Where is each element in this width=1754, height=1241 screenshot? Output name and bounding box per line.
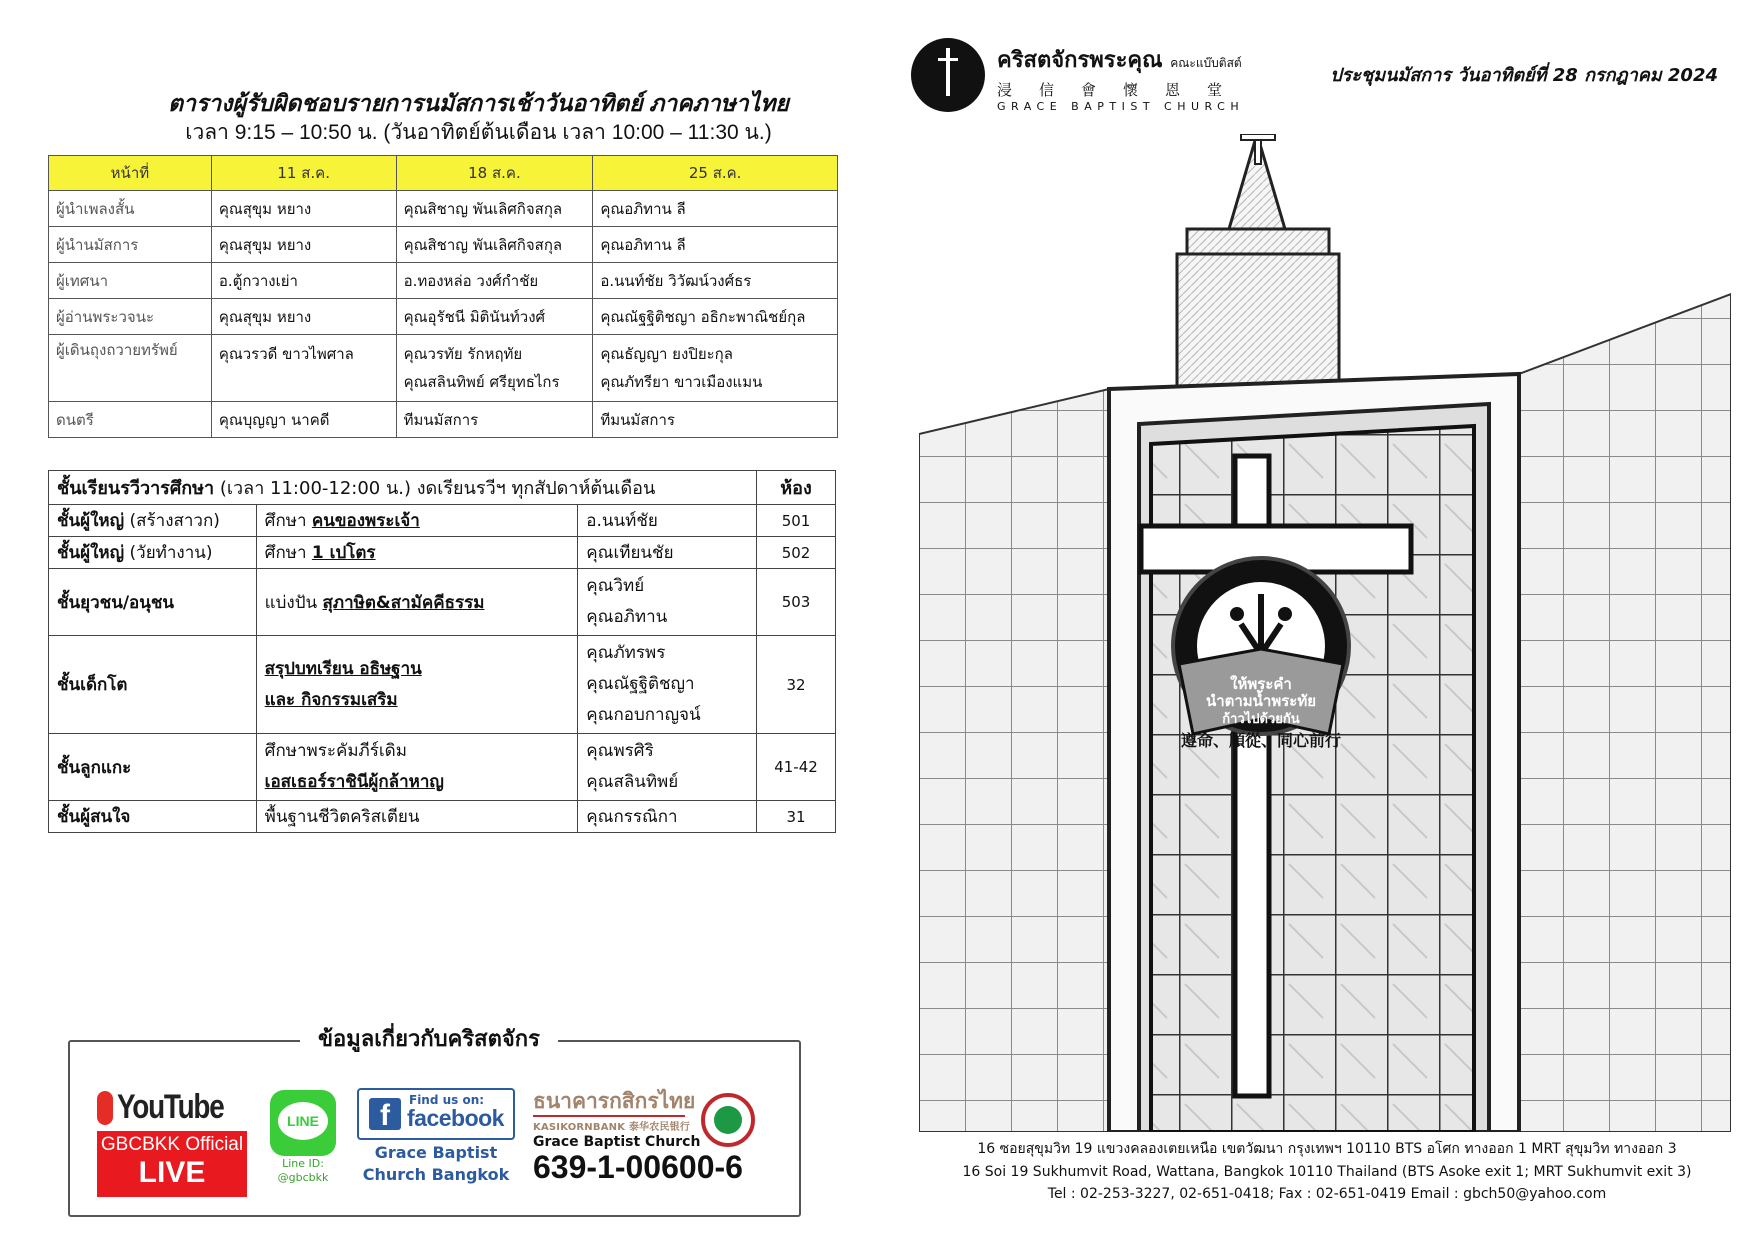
church-building-illustration — [919, 134, 1731, 1132]
youtube-wordmark: YouTube — [117, 1088, 224, 1126]
church-name-chinese: 浸信會懷恩堂 — [997, 81, 1250, 99]
bank-name-thai: ธนาคารกสิกรไทย — [533, 1089, 696, 1113]
table-row — [49, 569, 836, 636]
table-row — [49, 402, 838, 438]
room-cell: 32 — [757, 636, 836, 734]
role-cell: ผู้เทศนา — [49, 263, 212, 299]
class-name-cell — [49, 801, 257, 833]
topic-title: 1 เปโตร — [311, 543, 376, 563]
teacher-cell: คุณเทียนชัย — [578, 537, 757, 569]
table-row — [49, 299, 838, 335]
duty-schedule-table — [48, 155, 838, 438]
topic-cell — [256, 734, 578, 801]
bank-name-english: KASIKORNBANK 泰华农民银行 — [533, 1122, 691, 1133]
topic-cell — [256, 537, 578, 569]
person-name: คุณธัญญา ยงปิยะกุล — [600, 345, 733, 363]
teacher-cell — [578, 734, 757, 801]
church-name-thai — [997, 42, 1249, 77]
table-row — [49, 191, 838, 227]
person-cell: คุณสุขุม หยาง — [211, 227, 396, 263]
person-cell — [396, 335, 593, 402]
bank-account — [533, 1088, 768, 1184]
teacher-cell — [578, 569, 757, 636]
schedule-time: เวลา 9:15 – 10:50 น. (วันอาทิตย์ต้นเดือน เวลา 10:00 – 11:30 น.) — [185, 121, 772, 144]
class-name-note: (วัยทำงาน) — [124, 543, 213, 563]
person-cell: อ.ทองหล่อ วงศ์กำชัย — [396, 263, 593, 299]
table-row — [49, 537, 836, 569]
class-title-bold: ชั้นเรียนรวีวารศึกษา — [57, 478, 215, 499]
church-denomination: คณะแบ๊บติสต์ — [1170, 56, 1242, 70]
church-name-thai-main: คริสตจักรพระคุณ — [997, 48, 1163, 73]
youtube-live-badge — [97, 1131, 247, 1197]
person-cell: คุณอภิทาน ลี — [593, 191, 838, 227]
room-cell: 501 — [757, 505, 836, 537]
facebook-wordmark: facebook — [407, 1105, 504, 1131]
youtube-channel-name: GBCBKK Official — [100, 1134, 244, 1155]
badge-line-3: ก้าวไปด้วยกัน — [1222, 712, 1300, 727]
room-cell: 502 — [757, 537, 836, 569]
teacher-name: คุณณัฐฐิติชญา — [586, 674, 695, 694]
address-thai: 16 ซอยสุขุมวิท 19 แขวงคลองเตยเหนือ เขตวัฒนา กรุงเทพฯ 10110 BTS อโศก ทางออก 1 MRT สุขุมวิท ทางออก 3 — [977, 1141, 1677, 1157]
teacher-name: คุณกอบกาญจน์ — [586, 705, 701, 725]
line-account[interactable] — [268, 1090, 338, 1184]
facebook-page-name: Church Bangkok — [362, 1165, 510, 1184]
teacher-cell: อ.นนท์ชัย — [578, 505, 757, 537]
role-cell: ผู้อ่านพระวจนะ — [49, 299, 212, 335]
youtube-logo — [97, 1088, 247, 1127]
room-header: ห้อง — [757, 471, 836, 505]
table-header-row — [49, 471, 836, 505]
address-english: 16 Soi 19 Sukhumvit Road, Wattana, Bangkok 10110 Thailand (BTS Asoke exit 1; MRT Sukhumvit exit 3) — [962, 1163, 1692, 1180]
person-cell: คุณอุรัชนี มิตินันท์วงศ์ — [396, 299, 593, 335]
person-cell: อ.นนท์ชัย วิวัฒน์วงศ์ธร — [593, 263, 838, 299]
table-row — [49, 263, 838, 299]
person-cell — [593, 335, 838, 402]
line-icon — [270, 1090, 336, 1156]
topic-title: คนของพระเจ้า — [311, 511, 420, 531]
church-info-heading: ข้อมูลเกี่ยวกับคริสตจักร — [300, 1021, 558, 1056]
class-name: ชั้นผู้ใหญ่ — [57, 511, 125, 531]
contact-info: Tel : 02-253-3227, 02-651-0418; Fax : 02-651-0419 Email : gbch50@yahoo.com — [1047, 1186, 1607, 1202]
class-name-note: (สร้างสาวก) — [124, 511, 220, 531]
facebook-page-name: Grace Baptist — [374, 1143, 498, 1162]
table-row — [49, 227, 838, 263]
topic-prefix: ศึกษา — [264, 511, 312, 531]
topic-cell — [256, 505, 578, 537]
class-name-cell — [49, 537, 257, 569]
room-cell: 41-42 — [757, 734, 836, 801]
class-table-title — [49, 471, 757, 505]
class-name: ชั้นผู้สนใจ — [57, 807, 131, 827]
teacher-name: คุณพรศิริ — [586, 741, 654, 761]
topic-title: เอสเธอร์ราชินีผู้กล้าหาญ — [264, 772, 444, 792]
bank-account-name: Grace Baptist Church — [533, 1134, 701, 1150]
teacher-name: คุณอภิทาน — [586, 607, 668, 627]
badge-line-1: ให้พระคำ — [1230, 675, 1292, 693]
class-name-cell — [49, 505, 257, 537]
person-cell: ทีมนมัสการ — [396, 402, 593, 438]
line-id: @gbcbkk — [277, 1171, 329, 1184]
topic-title: สุภาษิต&สามัคคีธรรม — [322, 592, 485, 613]
class-name: ชั้นลูกแกะ — [57, 757, 132, 778]
line-logo-text: LINE — [278, 1102, 328, 1140]
schedule-title: ตารางผู้รับผิดชอบรายการนมัสการเช้าวันอาทิตย์ ภาคภาษาไทย — [168, 90, 789, 116]
person-cell: คุณอภิทาน ลี — [593, 227, 838, 263]
topic-title: และ กิจกรรมเสริม — [264, 689, 398, 710]
column-header: 11 ส.ค. — [211, 156, 396, 191]
youtube-live-label: LIVE — [138, 1156, 206, 1189]
facebook-badge — [357, 1088, 515, 1140]
line-id-label: Line ID: — [282, 1157, 324, 1170]
table-header-row — [49, 156, 838, 191]
person-name: คุณภัทรียา ขาวเมืองแมน — [600, 373, 763, 391]
youtube-channel[interactable] — [97, 1088, 247, 1197]
role-cell: ผู้เดินถุงถวายทรัพย์ — [49, 335, 212, 402]
topic-cell — [256, 569, 578, 636]
bank-account-number: 639-1-00600-6 — [533, 1149, 743, 1185]
cross-logo-icon — [911, 38, 985, 112]
role-cell: ผู้นำนมัสการ — [49, 227, 212, 263]
class-name-cell — [49, 734, 257, 801]
room-cell: 503 — [757, 569, 836, 636]
youtube-play-icon — [97, 1091, 113, 1125]
person-cell: คุณสิชาญ พันเลิศกิจสกุล — [396, 227, 593, 263]
church-name-english: GRACE BAPTIST CHURCH — [997, 100, 1245, 113]
teacher-cell: คุณกรรณิกา — [578, 801, 757, 833]
room-cell: 31 — [757, 801, 836, 833]
bank-divider — [533, 1115, 685, 1117]
class-name: ชั้นยุวชน/อนุชน — [57, 592, 175, 613]
facebook-f-icon: f — [369, 1098, 401, 1130]
role-cell: ผู้นำเพลงสั้น — [49, 191, 212, 227]
right-page — [877, 0, 1754, 1241]
kasikorn-logo-icon — [701, 1093, 755, 1147]
class-title-note: (เวลา 11:00-12:00 น.) งดเรียนรวีฯ ทุกสัปดาห์ต้นเดือน — [214, 478, 656, 499]
topic-prefix: ศึกษา — [264, 543, 312, 563]
class-name: ชั้นเด็กโต — [57, 675, 128, 695]
column-header: 18 ส.ค. — [396, 156, 593, 191]
person-name: คุณสลินทิพย์ ศรียุทธไกร — [403, 373, 560, 391]
teacher-cell — [578, 636, 757, 734]
person-name: คุณวรทัย รักหฤทัย — [403, 345, 523, 363]
table-row — [49, 505, 836, 537]
table-row — [49, 801, 836, 833]
person-cell: คุณสุขุม หยาง — [211, 191, 396, 227]
facebook-find-label: Find us on: — [409, 1093, 485, 1107]
meeting-date: ประชุมนมัสการ วันอาทิตย์ที่ 28 กรกฎาคม 2024 — [1330, 65, 1718, 86]
person-cell: คุณสิชาญ พันเลิศกิจสกุล — [396, 191, 593, 227]
class-name: ชั้นผู้ใหญ่ — [57, 543, 125, 563]
topic-cell: พื้นฐานชีวิตคริสเตียน — [256, 801, 578, 833]
topic-title: สรุปบทเรียน อธิษฐาน — [264, 658, 422, 679]
person-cell: ทีมนมัสการ — [593, 402, 838, 438]
sunday-school-table — [48, 470, 836, 833]
column-header: หน้าที่ — [49, 156, 212, 191]
teacher-name: คุณวิทย์ — [586, 576, 645, 596]
topic-prefix: แบ่งปัน — [264, 592, 323, 613]
table-row — [49, 636, 836, 734]
person-cell: คุณณัฐฐิติชญา อธิกะพาณิชย์กุล — [593, 299, 838, 335]
badge-line-4: 遵命、順從、同心前行 — [1180, 731, 1342, 750]
teacher-name: คุณสลินทิพย์ — [586, 772, 679, 792]
table-row — [49, 734, 836, 801]
table-row — [49, 335, 838, 402]
person-cell: คุณสุขุม หยาง — [211, 299, 396, 335]
column-header: 25 ส.ค. — [593, 156, 838, 191]
class-name-cell — [49, 569, 257, 636]
facebook-page[interactable] — [357, 1088, 515, 1184]
church-address — [917, 1138, 1737, 1206]
topic-text: ศึกษาพระคัมภีร์เดิม — [264, 741, 407, 761]
class-name-cell — [49, 636, 257, 734]
church-name-block — [997, 42, 1249, 113]
teacher-name: คุณภัทรพร — [586, 643, 666, 663]
topic-cell — [256, 636, 578, 734]
badge-line-2: นำตามน้ำพระทัย — [1205, 692, 1317, 710]
person-cell: คุณวรวดี ขาวไพศาล — [211, 335, 396, 402]
role-cell: ดนตรี — [49, 402, 212, 438]
person-cell: อ.ตู้กวางเย่า — [211, 263, 396, 299]
person-cell: คุณบุญญา นาคดี — [211, 402, 396, 438]
